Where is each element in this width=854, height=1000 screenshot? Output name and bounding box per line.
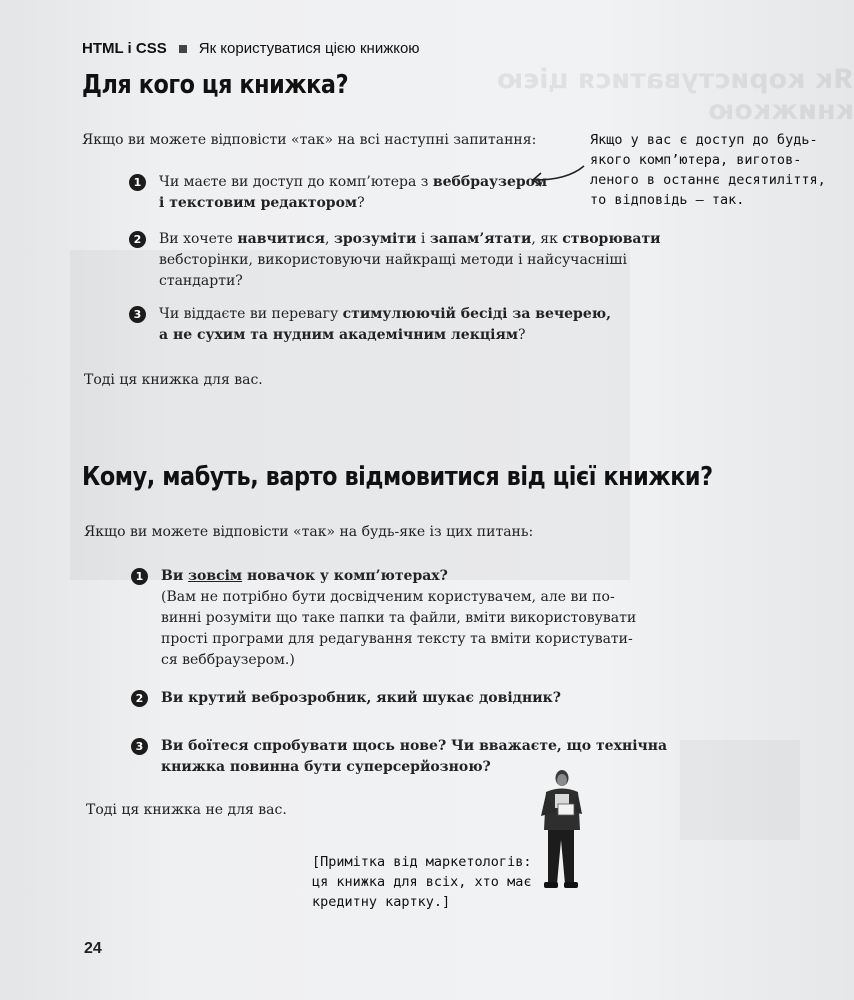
note-line: то відповідь — так.: [590, 192, 745, 208]
text-run: Чи віддаєте ви перевагу: [159, 306, 343, 322]
text-run: книжка повинна бути суперсерйозною?: [161, 759, 491, 775]
number-badge-icon: 3: [129, 306, 146, 323]
text-run: ся веббраузером.): [161, 652, 295, 668]
book-title: HTML і CSS: [82, 40, 167, 57]
text-run: ?: [357, 195, 365, 211]
number-badge-icon: 1: [129, 174, 146, 191]
list-item: [129, 229, 661, 292]
text-line: [161, 608, 636, 629]
page-number: 24: [84, 940, 102, 957]
text-run: винні розуміти що таке папки та файли, вміти використовувати: [161, 610, 637, 626]
number-badge-icon: 3: [131, 738, 148, 755]
text-run: стандарти?: [159, 273, 243, 289]
text-run: навчитися: [237, 231, 326, 247]
text-run: (Вам не потрібно бути досвідченим користувачем, але ви по-: [161, 589, 615, 605]
text-run: вебсторінки, використовуючи найкращі методи і найсучасніші: [159, 252, 627, 268]
text-line: [159, 229, 661, 250]
note-line: кредитну картку.]: [312, 894, 451, 910]
section1-heading: Для кого ця книжка?: [82, 70, 349, 100]
list-item-text: [159, 304, 611, 346]
text-line: [161, 587, 636, 608]
section2-conclusion: Тоді ця книжка не для вас.: [86, 802, 287, 818]
text-line: [161, 629, 636, 650]
list-item: [131, 566, 636, 671]
text-run: і: [416, 231, 430, 247]
bleed-through-heading: Як користуватися цією книжкою: [496, 64, 854, 126]
text-run: зрозуміти: [333, 231, 417, 247]
text-run: зовсім: [188, 568, 243, 584]
text-line: [159, 250, 661, 271]
side-note: [590, 130, 826, 210]
marketing-note: [312, 852, 531, 912]
text-run: Ви: [161, 568, 189, 584]
man-reading-illustration: [536, 768, 586, 892]
text-line: [161, 688, 561, 709]
section1-intro: Якщо ви можете відповісти «так» на всі наступні запитання:: [82, 132, 537, 148]
text-run: ?: [518, 327, 526, 343]
text-line: [161, 650, 636, 671]
text-line: [161, 736, 667, 757]
text-run: Ви боїтеся спробувати щось нове? Чи вважаєте, що технічна: [161, 738, 668, 754]
text-run: Чи маєте ви доступ до комп’ютера з: [159, 174, 433, 190]
arrow-icon: [528, 160, 588, 190]
section2-heading: Кому, мабуть, варто відмовитися від цієї книжки?: [82, 462, 713, 492]
number-badge-icon: 2: [131, 690, 148, 707]
list-item-text: [159, 172, 547, 214]
text-run: а не сухим та нудним академічним лекціям: [159, 327, 518, 343]
text-line: [159, 172, 547, 193]
text-run: стимулюючій бесіді за вечерею,: [342, 306, 611, 322]
section-title: Як користуватися цією книжкою: [198, 40, 420, 57]
text-run: ,: [325, 231, 334, 247]
list-item: [131, 736, 667, 778]
text-run: створювати: [562, 231, 661, 247]
text-run: , як: [531, 231, 563, 247]
note-line: якого комп’ютера, виготов-: [590, 152, 802, 168]
text-line: [161, 566, 636, 587]
running-header: [82, 40, 420, 57]
text-line: [159, 304, 611, 325]
text-run: Ви хочете: [159, 231, 238, 247]
list-item-text: [161, 688, 561, 709]
text-line: [161, 757, 667, 778]
list-item-text: [161, 736, 667, 778]
note-line: [Примітка від маркетологів:: [312, 854, 532, 870]
list-item: [129, 172, 547, 214]
bleed-through-figure-2: [680, 740, 800, 840]
section1-conclusion: Тоді ця книжка для вас.: [84, 372, 263, 388]
note-line: Якщо у вас є доступ до будь-: [590, 132, 818, 148]
note-line: леного в останнє десятиліття,: [590, 172, 826, 188]
text-run: і текстовим редактором: [159, 195, 358, 211]
list-item-text: [159, 229, 661, 292]
list-item: [131, 688, 561, 709]
section2-intro: Якщо ви можете відповісти «так» на будь-яке із цих питань:: [84, 524, 534, 540]
list-item-text: [161, 566, 636, 671]
number-badge-icon: 1: [131, 568, 148, 585]
header-separator-icon: [179, 45, 187, 53]
list-item: [129, 304, 611, 346]
number-badge-icon: 2: [129, 231, 146, 248]
text-line: [159, 193, 547, 214]
text-run: прості програми для редагування тексту та вміти користувати-: [161, 631, 633, 647]
text-run: Ви крутий веброзробник, який шукає довідник?: [161, 690, 561, 706]
text-run: новачок у комп’ютерах?: [242, 568, 448, 584]
text-line: [159, 325, 611, 346]
text-run: запам’ятати: [429, 231, 532, 247]
text-run: веббраузером: [432, 174, 548, 190]
text-line: [159, 271, 661, 292]
note-line: ця книжка для всіх, хто має: [312, 874, 532, 890]
